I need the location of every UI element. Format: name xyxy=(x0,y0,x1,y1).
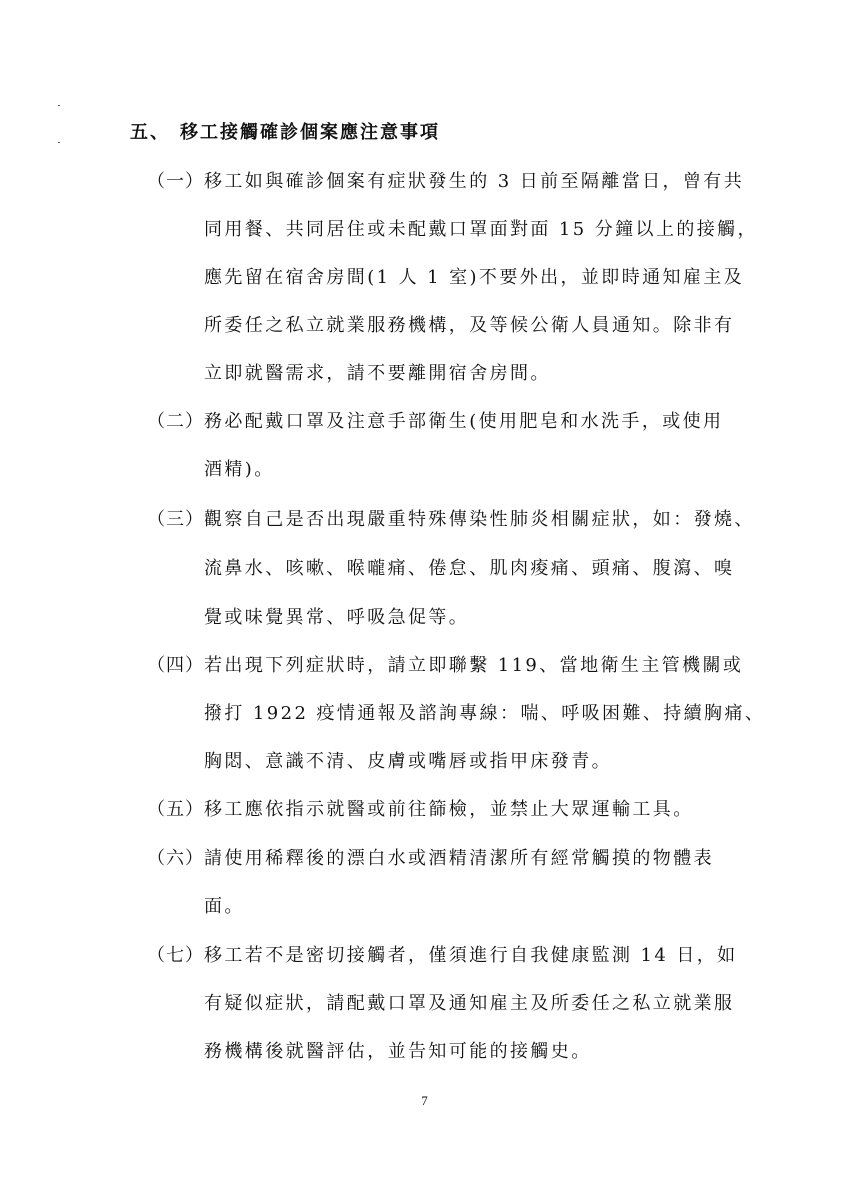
item-text-line: 立即就醫需求，請不要離開宿舍房間。 xyxy=(204,363,551,384)
item-text-line: 酒精)。 xyxy=(204,459,275,480)
item-label: （三） xyxy=(147,509,204,530)
section-number: 五、 xyxy=(130,122,170,143)
section-heading xyxy=(130,118,440,148)
scan-speck xyxy=(58,142,60,143)
item-label: （六） xyxy=(147,848,204,869)
scan-speck xyxy=(58,105,60,106)
item-text-line: 務機構後就醫評估，並告知可能的接觸史。 xyxy=(204,1041,592,1062)
item-text-line: 觀察自己是否出現嚴重特殊傳染性肺炎相關症狀，如：發燒、 xyxy=(204,509,755,530)
item-text-line: 移工如與確診個案有症狀發生的 3 日前至隔離當日，曾有共 xyxy=(204,171,745,192)
item-text-line: 同用餐、共同居住或未配戴口罩面對面 15 分鐘以上的接觸， xyxy=(204,219,758,240)
item-text-line: 面。 xyxy=(204,896,245,917)
item-text-line: 有疑似症狀，請配戴口罩及通知雇主及所委任之私立就業服 xyxy=(204,993,735,1014)
item-text-line: 若出現下列症狀時，請立即聯繫 119、當地衛生主管機關或 xyxy=(204,655,744,676)
item-text-line: 應先留在宿舍房間(1 人 1 室)不要外出，並即時通知雇主及 xyxy=(204,267,745,288)
item-label: （七） xyxy=(147,945,204,966)
section-title: 移工接觸確診個案應注意事項 xyxy=(180,122,440,143)
item-label: （二） xyxy=(147,411,204,432)
item-label: （一） xyxy=(147,171,204,192)
item-label: （四） xyxy=(147,655,204,676)
item-text-line: 流鼻水、咳嗽、喉嚨痛、倦怠、肌肉痠痛、頭痛、腹瀉、嗅 xyxy=(204,558,735,579)
page-number: 7 xyxy=(421,1093,428,1108)
item-text-line: 務必配戴口罩及注意手部衛生(使用肥皂和水洗手，或使用 xyxy=(204,411,724,432)
item-text-line: 撥打 1922 疫情通報及諮詢專線：喘、呼吸困難、持續胸痛、 xyxy=(204,703,766,724)
item-text-line: 移工若不是密切接觸者，僅須進行自我健康監測 14 日，如 xyxy=(204,945,738,966)
item-text-line: 請使用稀釋後的漂白水或酒精清潔所有經常觸摸的物體表 xyxy=(204,848,714,869)
item-label: （五） xyxy=(147,799,204,820)
item-text-line: 移工應依指示就醫或前往篩檢，並禁止大眾運輸工具。 xyxy=(204,799,694,820)
item-text-line: 所委任之私立就業服務機構，及等候公衛人員通知。除非有 xyxy=(204,315,735,336)
item-text-line: 覺或味覺異常、呼吸急促等。 xyxy=(204,607,470,628)
item-text-line: 胸悶、意識不清、皮膚或嘴唇或指甲床發青。 xyxy=(204,751,612,772)
